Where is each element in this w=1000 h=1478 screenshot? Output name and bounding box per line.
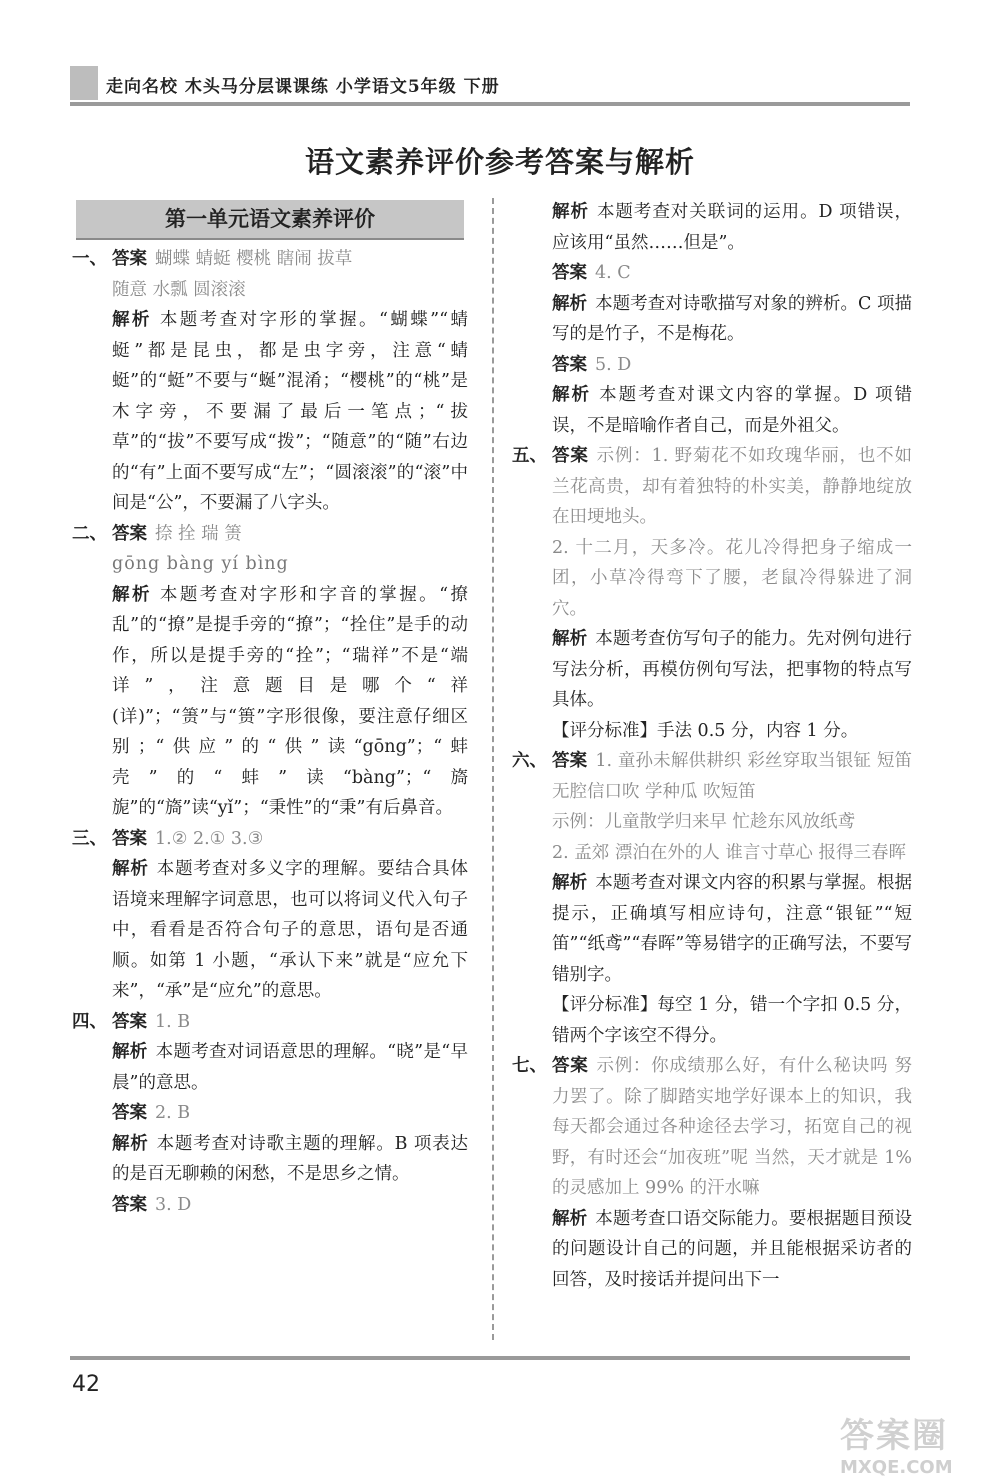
question-3 bbox=[72, 824, 468, 1007]
analysis-label: 解析 bbox=[112, 1042, 148, 1062]
analysis-block bbox=[112, 305, 468, 519]
analysis-block bbox=[112, 1129, 468, 1190]
analysis-block bbox=[112, 854, 468, 1007]
analysis-text: 本题考查对字形的掌握。“蝴蝶”“蜻蜓”都是昆虫，都是虫字旁，注意“蜻蜓”的“蜓”不要与“蜒”混淆；“樱桃”的“桃”是木字旁，不要漏了最后一笔点；“拔草”的“拔”不要写成“拨”；“随意”的“随”右边的“有”上面不要写成“左”；“圆滚滚”的“滚”中间是“公”，不要漏了八字头。 bbox=[112, 310, 468, 513]
analysis-text: 本题考查对课文内容的掌握。D 项错误，不是暗喻作者自己，而是外祖父。 bbox=[552, 385, 913, 436]
analysis-text: 本题考查对字形和字音的掌握。“撩乱”的“撩”是提手旁的“撩”；“拴住”是手的动作，所以是提手旁的“拴”；“瑞祥”不是“端详”，注意题目是哪个“祥(详)”；“箦”与“篑”字形很像，要注意仔细区别；“供应”的“供”读“gōng”；“蚌壳”的“蚌”读“bàng”；“旖旎”的“旖”读“yǐ”；“秉性”的“秉”有后鼻音。 bbox=[112, 584, 468, 818]
question-number: 六、 bbox=[512, 751, 547, 771]
analysis-block bbox=[552, 380, 912, 441]
analysis-label: 解析 bbox=[112, 584, 152, 605]
answer-text: 2. 孟郊 漂泊在外的人 谁言寸草心 报得三春晖 bbox=[552, 842, 906, 863]
answer-text: 捺 拴 瑞 箦 bbox=[155, 523, 242, 544]
analysis-block bbox=[552, 197, 912, 258]
answer-label: 答案 bbox=[112, 828, 147, 849]
watermark-logo bbox=[840, 1408, 980, 1478]
answer-label: 答案 bbox=[552, 263, 587, 283]
question-number: 四、 bbox=[72, 1011, 107, 1032]
analysis-text: 本题考查对词语意思的理解。“晓”是“早晨”的意思。 bbox=[112, 1042, 469, 1093]
answer-label: 答案 bbox=[112, 523, 147, 544]
question-5 bbox=[512, 441, 912, 746]
watermark-url: MXQE.COM bbox=[840, 1457, 953, 1478]
analysis-text: 本题考查对关联词的运用。D 项错误，应该用“虽然……但是”。 bbox=[552, 202, 913, 253]
page-number: 42 bbox=[72, 1372, 100, 1397]
answer-text: 1. B bbox=[155, 1011, 191, 1032]
answer-text: 示例：儿童散学归来早 忙趁东风放纸鸢 bbox=[552, 812, 856, 832]
answer-text: 示例：1. 野菊花不如玫瑰华丽，也不如兰花高贵，却有着独特的朴实美，静静地绽放在田埂地头。 bbox=[552, 446, 912, 527]
question-2 bbox=[72, 519, 468, 824]
section-banner: 第一单元语文素养评价 bbox=[76, 200, 464, 240]
analysis-text: 本题考查对诗歌主题的理解。B 项表达的是百无聊赖的闲愁，不是思乡之情。 bbox=[112, 1133, 469, 1184]
answer-label: 答案 bbox=[112, 249, 147, 269]
answer-text: 随意 水瓢 圆滚滚 bbox=[112, 279, 246, 300]
answer-label: 答案 bbox=[552, 751, 588, 771]
footer-rule bbox=[70, 1356, 910, 1360]
question-1 bbox=[72, 244, 468, 519]
answer-text: 4. C bbox=[595, 263, 631, 283]
analysis-text: 本题考查对课文内容的积累与掌握。根据提示，正确填写相应诗句，注意“银钲”“短笛”“纸鸢”“春晖”等易错字的正确写法，不要写错别字。 bbox=[552, 873, 913, 985]
watermark-logo-text: 答案圈 bbox=[840, 1416, 948, 1456]
answer-label: 答案 bbox=[112, 1103, 147, 1123]
score-standard: 【评分标准】每空 1 分，错一个字扣 0.5 分，错两个字该空不得分。 bbox=[552, 995, 912, 1046]
answer-label: 答案 bbox=[112, 1011, 147, 1032]
answer-text: 2. 十二月，天多冷。花儿冷得把身子缩成一团，小草冷得弯下了腰，老鼠冷得躲进了洞穴。 bbox=[552, 537, 912, 619]
analysis-block bbox=[552, 289, 912, 350]
analysis-block bbox=[552, 1204, 912, 1296]
analysis-block bbox=[552, 624, 912, 716]
answer-text: 示例：你成绩那么好，有什么秘诀吗 努力罢了。除了脚踏实地学好课本上的知识，我每天都会通过各种途径去学习，拓宽自己的视野，有时还会“加夜班”呢 当然，天才就是 1% 的灵感加上 99% 的汗水嘛 bbox=[552, 1056, 913, 1198]
analysis-label: 解析 bbox=[112, 859, 149, 879]
question-4-continued bbox=[512, 197, 912, 441]
analysis-label: 解析 bbox=[552, 1208, 588, 1229]
right-column bbox=[512, 197, 912, 1295]
score-standard: 【评分标准】手法 0.5 分，内容 1 分。 bbox=[552, 720, 859, 741]
question-4 bbox=[72, 1007, 468, 1221]
analysis-label: 解析 bbox=[112, 1133, 149, 1154]
analysis-text: 本题考查对诗歌描写对象的辨析。C 项描写的是竹子，不是梅花。 bbox=[552, 293, 913, 344]
analysis-label: 解析 bbox=[552, 202, 589, 222]
answer-text: 蝴蝶 蜻蜓 樱桃 瞎闹 拔草 bbox=[155, 249, 353, 269]
question-number: 三、 bbox=[72, 828, 107, 849]
question-number: 二、 bbox=[72, 523, 107, 544]
question-number: 一、 bbox=[72, 249, 107, 269]
page-header bbox=[70, 58, 910, 106]
analysis-label: 解析 bbox=[552, 385, 592, 405]
page-title: 语文素养评价参考答案与解析 bbox=[304, 145, 695, 179]
analysis-label: 解析 bbox=[552, 629, 588, 649]
header-tab bbox=[70, 66, 98, 100]
question-number: 七、 bbox=[512, 1056, 547, 1076]
answer-label: 答案 bbox=[552, 446, 589, 466]
analysis-text: 本题考查对多义字的理解。要结合具体语境来理解字词意思，也可以将词义代入句子中，看看是否符合句子的意思，语句是否通顺。如第 1 小题，“承认下来”就是“应允下来”，“承”是“应允”的意思。 bbox=[112, 859, 469, 1001]
question-7 bbox=[512, 1051, 912, 1295]
analysis-block bbox=[552, 868, 912, 990]
header-rule bbox=[70, 102, 910, 106]
pinyin-line: gōng bàng yí bìng bbox=[112, 554, 289, 574]
answer-text: 1. 童孙未解供耕织 彩丝穿取当银钲 短笛无腔信口吹 学种瓜 吹短笛 bbox=[552, 751, 913, 802]
answer-text: 1.② 2.① 3.③ bbox=[155, 828, 264, 849]
analysis-block bbox=[112, 1037, 468, 1098]
analysis-block bbox=[112, 580, 468, 824]
question-number: 五、 bbox=[512, 446, 547, 466]
analysis-label: 解析 bbox=[552, 293, 588, 314]
analysis-label: 解析 bbox=[112, 310, 152, 330]
answer-label: 答案 bbox=[112, 1194, 147, 1215]
analysis-text: 本题考查仿写句子的能力。先对例句进行写法分析，再模仿例句写法，把事物的特点写具体。 bbox=[552, 629, 913, 710]
analysis-label: 解析 bbox=[552, 873, 588, 893]
question-6 bbox=[512, 746, 912, 1051]
answer-label: 答案 bbox=[552, 1056, 589, 1076]
answer-text: 5. D bbox=[595, 354, 632, 375]
column-divider bbox=[492, 198, 494, 1340]
answer-label: 答案 bbox=[552, 354, 587, 375]
answer-text: 2. B bbox=[155, 1103, 191, 1123]
left-column bbox=[72, 244, 468, 1220]
analysis-text: 本题考查口语交际能力。要根据题目预设的问题设计自己的问题，并且能根据采访者的回答，及时接话并提问出下一 bbox=[552, 1208, 913, 1290]
answer-text: 3. D bbox=[155, 1194, 192, 1215]
header-text: 走向名校 木头马分层课课练 小学语文5年级 下册 bbox=[106, 77, 500, 97]
